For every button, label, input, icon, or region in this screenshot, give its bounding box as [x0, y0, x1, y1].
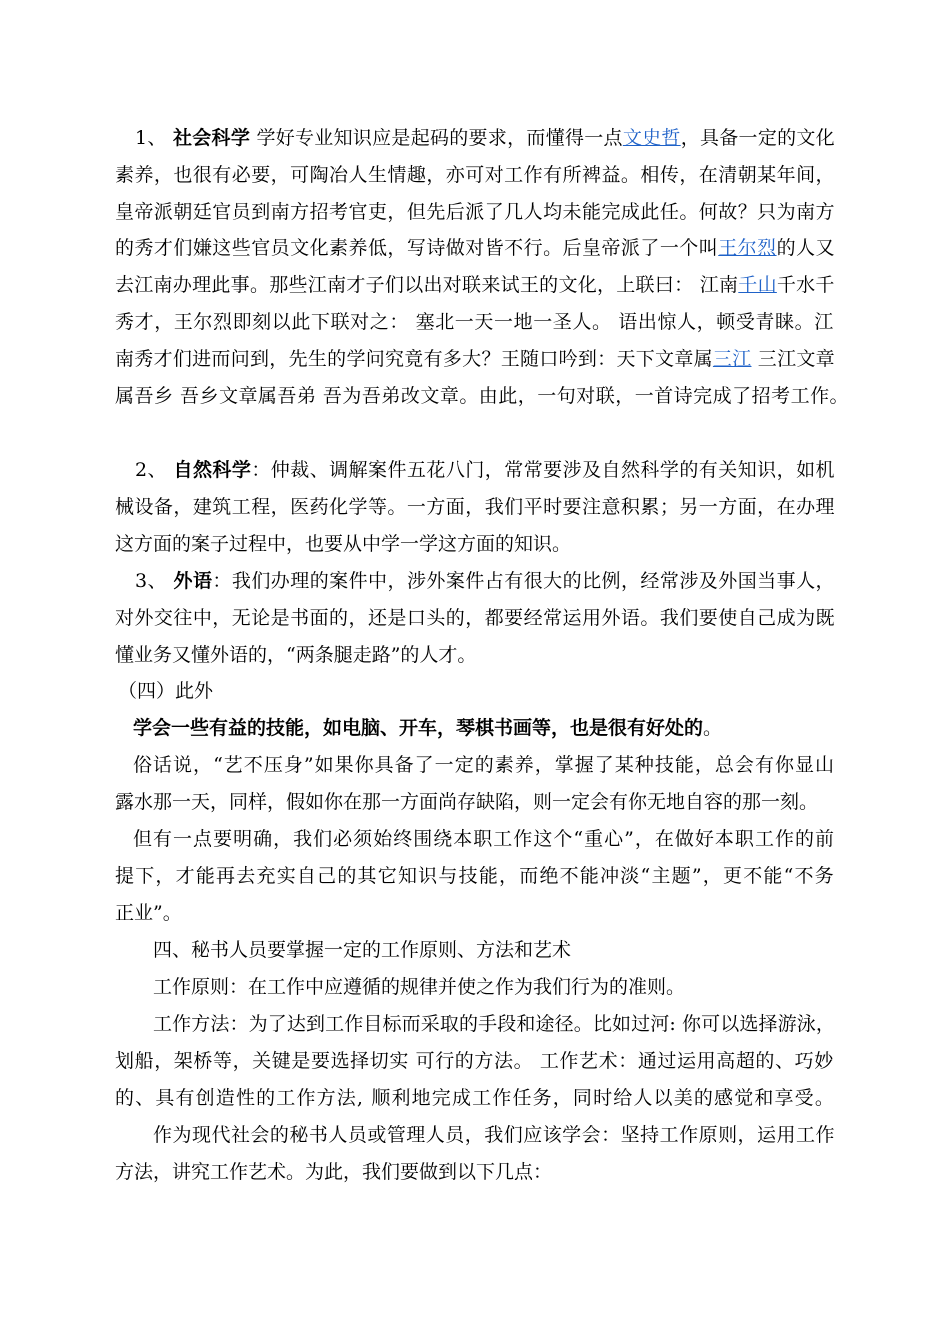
text-segment: ：我们办理的案件中，涉外案件占有很大的比例，经常涉及外国当事人， [212, 570, 835, 592]
text-line [118, 679, 213, 703]
text-segment: 。 [703, 717, 723, 739]
text-segment: 的人又 [776, 237, 835, 259]
text-segment: 皇帝派朝廷官员到南方招考官吏，但先后派了几人均未能完成此任。何故？只为南方 [115, 201, 835, 223]
text-line [115, 643, 476, 667]
text-line [115, 384, 849, 408]
text-segment: 学好专业知识应是起码的要求，而懂得一点 [250, 127, 623, 149]
text-line [115, 1086, 835, 1110]
hyperlink[interactable]: 王尔烈 [718, 237, 777, 259]
text-segment: 3、 [135, 570, 174, 592]
bold-text: 社会科学 [172, 127, 251, 149]
text-line [153, 1012, 835, 1036]
text-segment: 千水千 [776, 274, 835, 296]
text-line [115, 532, 571, 556]
text-segment: 划船，架桥等，关键是要选择切实 可行的方法。 工作艺术：通过运用高超的、巧妙 [115, 1050, 834, 1072]
text-line [115, 310, 834, 334]
text-line [153, 1123, 835, 1147]
text-segment: 方法，讲究工作艺术。为此，我们要做到以下几点： [115, 1161, 553, 1183]
text-segment: 但有一点要明确，我们必须始终围绕本职工作这个“重心”，在做好本职工作的前 [133, 828, 836, 850]
text-segment: 秀才，王尔烈即刻以此下联对之： 塞北一天一地一圣人。 语出惊人，顿受青睐。江 [115, 311, 834, 333]
text-line [133, 827, 835, 851]
text-segment: 俗话说，“艺不压身”如果你具备了一定的素养，掌握了某种技能，总会有你显山 [133, 754, 836, 776]
text-line [135, 126, 835, 150]
text-line [115, 1160, 552, 1184]
text-segment: 1、 [135, 127, 173, 149]
text-segment: ，具备一定的文化 [680, 127, 835, 149]
text-line [115, 790, 818, 814]
text-segment: 作为现代社会的秘书人员或管理人员，我们应该学会：坚持工作原则，运用工作 [153, 1124, 835, 1146]
hyperlink[interactable]: 文史哲 [622, 127, 681, 149]
text-line [115, 200, 835, 224]
text-line [133, 753, 835, 777]
text-segment: 露水那一天，同样，假如你在那一方面尚存缺陷，则一定会有你无地自容的那一刻。 [115, 791, 819, 813]
text-line [135, 458, 835, 482]
text-line [153, 938, 571, 962]
text-segment: 懂业务又懂外语的，“两条腿走路”的人才。 [115, 644, 477, 666]
text-segment: 的、具有创造性的工作方法, 顺利地完成工作任务，同时给人以美的感觉和享受。 [115, 1087, 836, 1109]
text-line [115, 163, 835, 187]
text-segment: 属吾乡 吾乡文章属吾弟 吾为吾弟改文章。由此，一句对联，一首诗完成了招考工作。 [115, 385, 850, 407]
text-line [133, 716, 722, 740]
text-line [135, 569, 835, 593]
bold-text: 自然科学 [173, 459, 252, 481]
bold-text: 学会一些有益的技能，如电脑、开车，琴棋书画等，也是很有好处的 [133, 717, 704, 739]
text-segment: 械设备，建筑工程，医药化学等。一方面，我们平时要注意积累；另一方面，在办理 [115, 496, 835, 518]
text-line [115, 1049, 834, 1073]
text-segment: 南秀才们进而问到，先生的学问究竟有多大？王随口吟到：天下文章属 [115, 348, 713, 370]
text-segment: （四）此外 [118, 680, 214, 702]
text-segment: 这方面的案子过程中，也要从中学一学这方面的知识。 [115, 533, 572, 555]
bold-text: 外语 [173, 570, 213, 592]
text-segment: 对外交往中，无论是书面的，还是口头的，都要经常运用外语。我们要使自己成为既 [115, 607, 835, 629]
text-line [153, 975, 685, 999]
text-segment: 工作原则：在工作中应遵循的规律并使之作为我们行为的准则。 [153, 976, 686, 998]
text-segment: 提下，才能再去充实自己的其它知识与技能，而绝不能冲淡“主题”，更不能“不务 [115, 865, 835, 887]
text-line [115, 495, 835, 519]
text-segment: 2、 [135, 459, 174, 481]
hyperlink[interactable]: 三江 [712, 348, 752, 370]
text-line [115, 273, 835, 297]
text-segment: 三江文章 [751, 348, 835, 370]
text-segment: 的秀才们嫌这些官员文化素养低，写诗做对皆不行。后皇帝派了一个叫 [115, 237, 719, 259]
text-segment: ：仲裁、调解案件五花八门，常常要涉及自然科学的有关知识，如机 [251, 459, 835, 481]
text-line [115, 864, 835, 888]
text-line [115, 606, 835, 630]
text-segment: 素养，也很有必要，可陶冶人生情趣，亦可对工作有所裨益。相传，在清朝某年间， [115, 164, 835, 186]
text-line [115, 236, 835, 260]
text-segment: 去江南办理此事。那些江南才子们以出对联来试王的文化，上联曰： 江南 [115, 274, 739, 296]
text-segment: 正业”。 [115, 902, 182, 924]
hyperlink[interactable]: 千山 [738, 274, 777, 296]
text-segment: 工作方法：为了达到工作目标而采取的手段和途径。比如过河: 你可以选择游泳， [153, 1013, 835, 1035]
text-segment: 四、秘书人员要掌握一定的工作原则、方法和艺术 [153, 939, 572, 961]
text-line [115, 347, 835, 371]
text-line [115, 901, 182, 925]
